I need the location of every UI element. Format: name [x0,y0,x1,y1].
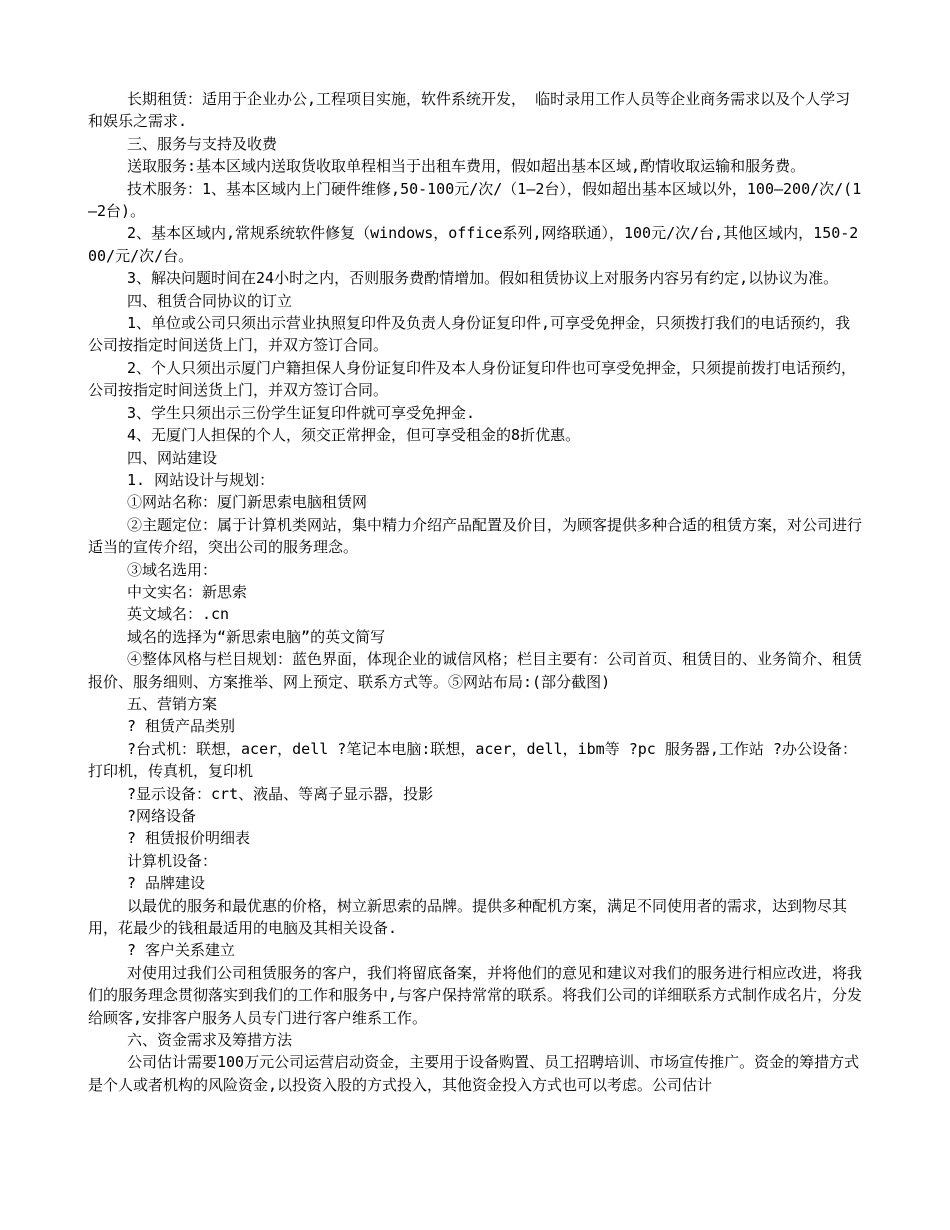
paragraph-customer-relations: ? 客户关系建立 [127,941,236,960]
paragraph-theme-positioning: ②主题定位：属于计算机类网站，集中精力介绍产品配置及价目，为顾客提供多种合适的租赁方案，对公司进行适当的宣传介绍，突出公司的服务理念。 [88,515,863,557]
paragraph-contract-3: 3、学生只须出示三份学生证复印件就可享受免押金. [127,403,476,422]
paragraph-contract-1: 1、单位或公司只须出示营业执照复印件及负责人身份证复印件,可享受免押金，只须拨打我们的电话预约，我公司按指定时间送货上门，并双方签订合同。 [88,314,851,355]
paragraph-tech-service-2: 2、基本区域内,常规系统软件修复（windows，office系列,网络联通），100元/次/台,其他区域内，150-200/元/次/台。 [88,224,859,265]
paragraph-contract-4: 4、无厦门人担保的个人，须交正常押金，但可享受租金的8折优惠。 [127,426,581,445]
paragraph-domain-note: 域名的选择为“新思索电脑”的英文简写 [127,627,386,646]
document-body [88,88,863,1096]
paragraph-device-list: ?台式机：联想，acer，dell ?笔记本电脑:联想，acer，dell，ibm等 ?pc 服务器,工作站 ?办公设备：打印机，传真机，复印机 [88,739,857,781]
paragraph-website-name: ①网站名称：厦门新思索电脑租赁网 [127,493,368,512]
heading-marketing-plan: 五、营销方案 [127,694,218,713]
paragraph-display-devices: ?显示设备：crt、液晶、等离子显示器，投影 [127,784,434,803]
heading-website-construction: 四、网站建设 [127,448,218,467]
paragraph-funding-detail: 公司估计需要100万元公司运营启动资金，主要用于设备购置、员工招聘培训、市场宣传推广。资金的筹措方式是个人或者机构的风险资金,以投资入股的方式投入，其他资金投入方式也可以考虑。公司估计 [88,1053,860,1094]
paragraph-product-categories: ? 租赁产品类别 [127,717,236,736]
heading-service-support-fees: 三、服务与支持及收费 [127,134,278,153]
paragraph-long-term-lease: 长期租赁：适用于企业办公,工程项目实施，软件系统开发， 临时录用工作人员等企业商务需求以及个人学习和娱乐之需求. [88,90,851,131]
paragraph-contract-2: 2、个人只须出示厦门户籍担保人身份证复印件及本人身份证复印件也可享受免押金，只须提前拨打电话预约，公司按指定时间送货上门，并双方签订合同。 [88,358,857,400]
paragraph-website-design: 1. 网站设计与规划： [127,470,275,489]
paragraph-brand-detail: 以最优的服务和最优惠的价格，树立新思索的品牌。提供多种配机方案，满足不同使用者的需求，达到物尽其用，花最少的钱租最适用的电脑及其相关设备. [88,896,848,938]
paragraph-brand-building: ? 品牌建设 [127,874,206,893]
heading-lease-contract: 四、租赁合同协议的订立 [127,291,293,310]
paragraph-customer-detail: 对使用过我们公司租赁服务的客户，我们将留底备案，并将他们的意见和建议对我们的服务进行相应改进，将我们的服务理念贯彻落实到我们的工作和服务中,与客户保持常常的联系。将我们公司的详细联系方式制作成名片，分发给顾客,安排客户服务人员专门进行客户维系工作。 [88,963,863,1027]
paragraph-price-list: ? 租赁报价明细表 [127,829,251,848]
heading-funding: 六、资金需求及筹措方法 [127,1031,293,1050]
paragraph-tech-service-3: 3、解决问题时间在24小时之内，否则服务费酌情增加。假如租赁协议上对服务内容另有约定,以协议为准。 [127,269,839,288]
paragraph-chinese-name: 中文实名：新思索 [127,582,248,601]
paragraph-domain-selection: ③域名选用： [127,560,218,579]
paragraph-tech-service-1: 技术服务：1、基本区域内上门硬件维修,50-100元/次/（1—2台），假如超出基本区域以外，100—200/次/(1—2台)。 [88,179,862,221]
paragraph-computer-equipment: 计算机设备： [127,851,218,870]
paragraph-network-devices: ?网络设备 [127,807,197,825]
paragraph-style-columns: ④整体风格与栏目规划：蓝色界面，体现企业的诚信风格；栏目主要有：公司首页、租赁目的、业务简介、租赁报价、服务细则、方案推举、网上预定、联系方式等。⑤网站布局:(部分截图) [88,650,863,691]
paragraph-delivery-service: 送取服务:基本区域内送取货收取单程相当于出租车费用，假如超出基本区域,酌情收取运输和服务费。 [127,157,806,176]
paragraph-english-domain: 英文域名：.cn [127,605,230,624]
